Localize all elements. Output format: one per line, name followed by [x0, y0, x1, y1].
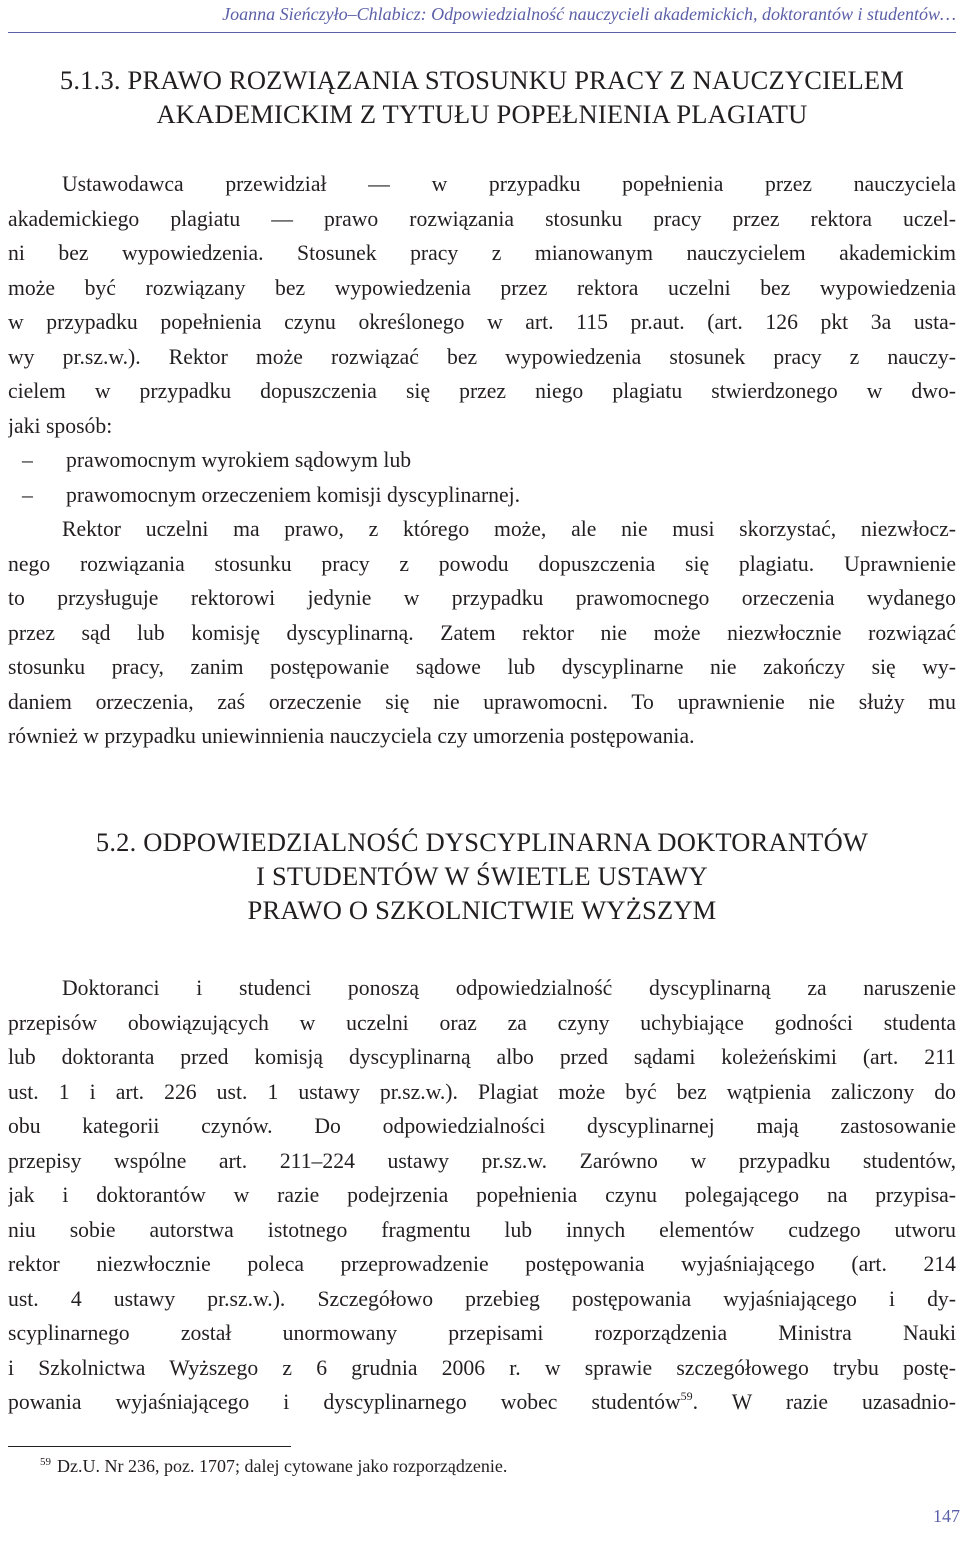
- section-5-1-3-body: [8, 167, 956, 754]
- text-line: lub doktoranta przed komisją dyscyplinarną albo przed sądami koleżeńskimi (art. 211: [8, 1045, 956, 1069]
- text-line: wy pr.sz.w.). Rektor może rozwiązać bez wypowiedzenia stosunek pracy z nauczy-: [8, 344, 956, 369]
- text-fragment: . W razie uzasadnio-: [692, 1390, 956, 1414]
- text-line: i Szkolnictwa Wyższego z 6 grudnia 2006 r. w sprawie szczegółowego trybu postę-: [8, 1355, 956, 1380]
- text-line: Doktoranci i studenci ponoszą odpowiedzialność dyscyplinarną za naruszenie: [62, 976, 956, 1000]
- footnote-number: 59: [40, 1456, 51, 1468]
- text-line-with-footnote-ref: [8, 1385, 956, 1420]
- text-line: jaki sposób:: [8, 413, 113, 438]
- running-header: Joanna Sieńczyło–Chlabicz: Odpowiedzialność nauczycieli akademickich, doktorantów i studentów…: [222, 4, 956, 24]
- heading-line: 5.1.3. PRAWO ROZWIĄZANIA STOSUNKU PRACY Z NAUCZYCIELEM: [59, 65, 905, 95]
- text-line: nego rozwiązania stosunku pracy z powodu dopuszczenia się plagiatu. Uprawnienie: [8, 551, 956, 576]
- text-line: to przysługuje rektorowi jedynie w przypadku prawomocnego orzeczenia wydanego: [8, 586, 956, 610]
- footnote-rule: [8, 1446, 291, 1447]
- footnote-text: Dz.U. Nr 236, poz. 1707; dalej cytowane jako rozporządzenie.: [57, 1456, 508, 1476]
- list-item-text: prawomocnym orzeczeniem komisji dyscyplinarnej.: [66, 482, 521, 507]
- text-line: daniem orzeczenia, zaś orzeczenie się nie uprawomocni. To uprawnienie nie służy mu: [8, 689, 956, 714]
- text-line: ust. 4 ustawy pr.sz.w.). Szczegółowo przebieg postępowania wyjaśniającego i dy-: [8, 1286, 956, 1311]
- footnote-reference[interactable]: 59: [680, 1389, 693, 1403]
- header-rule: [8, 32, 956, 33]
- text-line: również w przypadku uniewinnienia nauczyciela czy umorzenia postępowania.: [8, 724, 695, 748]
- text-fragment: powania wyjaśniającego i dyscyplinarnego wobec studentów: [8, 1390, 681, 1414]
- text-line: scyplinarnego został unormowany przepisami rozporządzenia Ministra Nauki: [8, 1321, 956, 1345]
- heading-line: 5.2. ODPOWIEDZIALNOŚĆ DYSCYPLINARNA DOKTORANTÓW: [95, 827, 869, 857]
- footnote: [40, 1456, 507, 1477]
- text-line: może być rozwiązany bez wypowiedzenia przez rektora uczelni bez wypowiedzenia: [8, 275, 956, 300]
- heading-line: I STUDENTÓW W ŚWIETLE USTAWY: [256, 861, 708, 891]
- text-line: ni bez wypowiedzenia. Stosunek pracy z mianowanym nauczycielem akademickim: [8, 241, 956, 265]
- text-line: rektor niezwłocznie poleca przeprowadzenie postępowania wyjaśniającego (art. 214: [8, 1252, 956, 1276]
- list-item: [8, 443, 956, 478]
- text-line: ust. 1 i art. 226 ust. 1 ustawy pr.sz.w.). Plagiat może być bez wątpienia zaliczony do: [8, 1079, 956, 1104]
- text-line: jak i doktorantów w razie podejrzenia popełnienia czynu polegającego na przypisa-: [8, 1183, 956, 1207]
- page-number: 147: [933, 1506, 960, 1526]
- list-dash: –: [22, 482, 33, 507]
- section-heading-5-2: [8, 825, 956, 927]
- text-line: przepisów obowiązujących w uczelni oraz za czyny uchybiające godności studenta: [8, 1010, 956, 1035]
- text-line: cielem w przypadku dopuszczenia się przez niego plagiatu stwierdzonego w dwo-: [8, 379, 956, 403]
- text-line: obu kategorii czynów. Do odpowiedzialności dyscyplinarnej mają zastosowanie: [8, 1114, 956, 1138]
- heading-line: AKADEMICKIM Z TYTUŁU POPEŁNIENIA PLAGIATU: [156, 99, 808, 129]
- text-line: stosunku pracy, zanim postępowanie sądowe lub dyscyplinarne nie zakończy się wy-: [8, 655, 956, 679]
- text-line: przepisy wspólne art. 211–224 ustawy pr.sz.w. Zarówno w przypadku studentów,: [8, 1148, 956, 1173]
- text-line: w przypadku popełnienia czynu określonego w art. 115 pr.aut. (art. 126 pkt 3a usta-: [8, 310, 956, 334]
- text-line: niu sobie autorstwa istotnego fragmentu lub innych elementów cudzego utworu: [8, 1217, 956, 1242]
- text-line: Ustawodawca przewidział — w przypadku popełnienia przez nauczyciela: [62, 172, 956, 196]
- heading-line: PRAWO O SZKOLNICTWIE WYŻSZYM: [247, 895, 717, 925]
- section-heading-5-1-3: [8, 63, 956, 131]
- text-line: akademickiego plagiatu — prawo rozwiązania stosunku pracy przez rektora uczel-: [8, 206, 956, 231]
- list-dash: –: [22, 448, 33, 472]
- section-5-2-body: [8, 971, 956, 1420]
- text-line: Rektor uczelni ma prawo, z którego może, ale nie musi skorzystać, niezwłocz-: [62, 517, 956, 541]
- list-item: [8, 478, 956, 513]
- text-line: przez sąd lub komisję dyscyplinarną. Zatem rektor nie może niezwłocznie rozwiązać: [8, 620, 956, 645]
- list-item-text: prawomocnym wyrokiem sądowym lub: [66, 448, 412, 472]
